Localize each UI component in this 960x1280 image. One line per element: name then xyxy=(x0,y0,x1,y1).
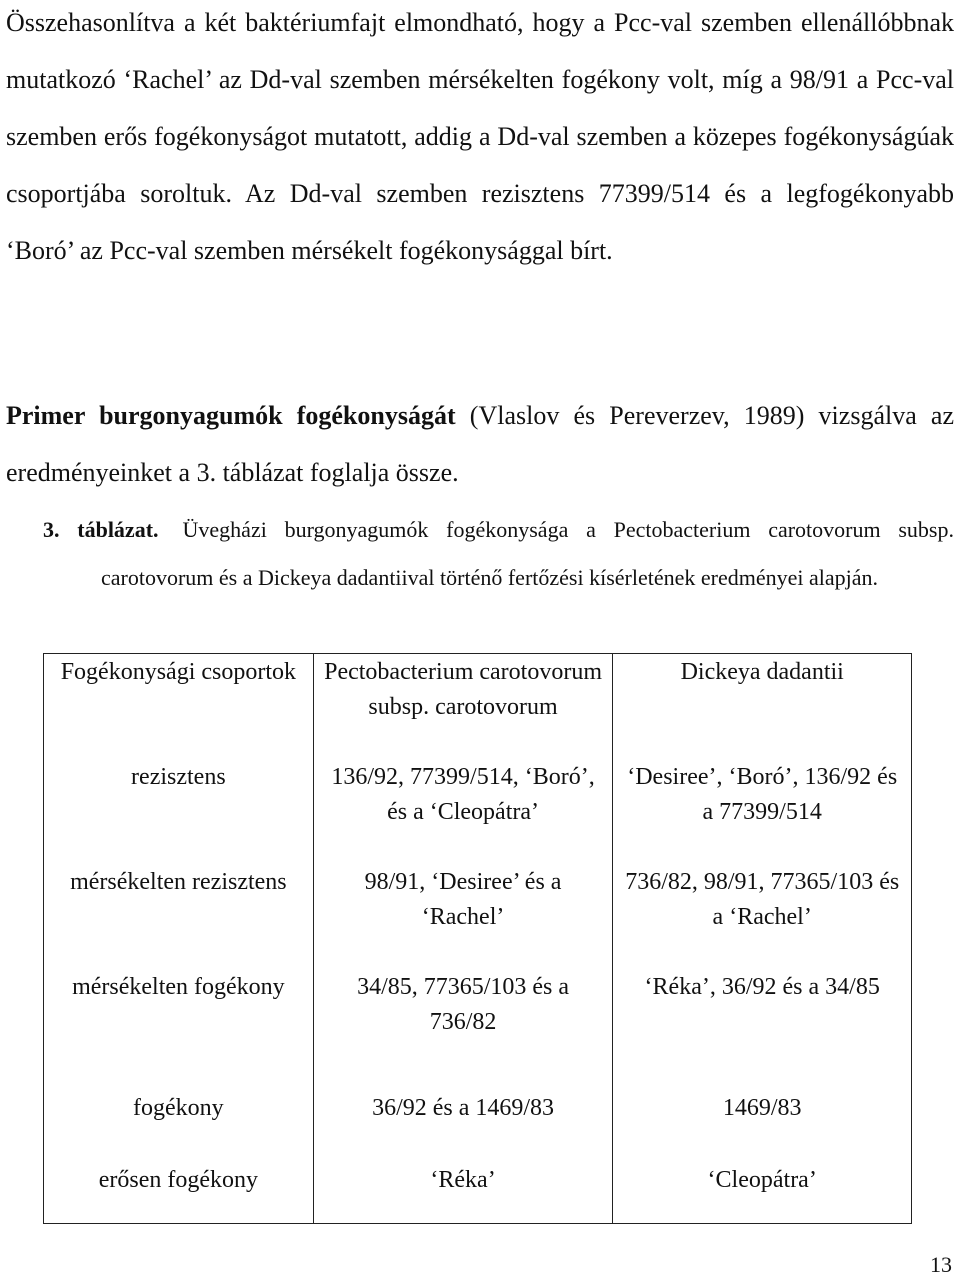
paragraph-continuation: (Vlaslov és Pereverzev, 1989) vizsgálva az eredményeinket a 3. táblázat foglalja össze. xyxy=(6,401,954,487)
table-row xyxy=(44,970,912,1073)
table-caption-text: Üvegházi burgonyagumók fogékonysága a Pectobacterium carotovorum subsp. carotovorum és a Dickeya dadantiival történő fertőzési kísérletének eredményei alapján. xyxy=(101,517,954,590)
paragraph-primary-tubers xyxy=(6,387,954,501)
header-pectobacterium: Pectobacterium carotovorum subsp. carotovorum xyxy=(313,654,613,761)
cell-group: fogékony xyxy=(44,1073,314,1143)
table-row xyxy=(44,1143,912,1224)
header-susceptibility-groups: Fogékonysági csoportok xyxy=(44,654,314,761)
paragraph-comparison: Összehasonlítva a két baktériumfajt elmondható, hogy a Pcc-val szemben ellenállóbbnak mutatkozó ‘Rachel’ az Dd-val szemben mérsékelten fogékony volt, míg a 98/91 a Pcc-val szemben erős fogékonyságot mutatott, addig a Dd-val szemben a közepes fogékonyságúak csoportjába soroltuk. Az Dd-val szemben rezisztens 77399/514 és a legfogékonyabb ‘Boró’ az Pcc-val szemben mérsékelt fogékonysággal bírt. xyxy=(6,8,954,265)
table-row xyxy=(44,1073,912,1143)
cell-pectobacterium: 136/92, 77399/514, ‘Boró’, és a ‘Cleopátra’ xyxy=(313,760,613,865)
header-dickeya: Dickeya dadantii xyxy=(613,654,912,761)
page-number: 13 xyxy=(930,1252,952,1277)
cell-dickeya: 1469/83 xyxy=(613,1073,912,1143)
table-header-row xyxy=(44,654,912,761)
table-caption-label: 3. táblázat. xyxy=(43,517,159,542)
table-row xyxy=(44,865,912,970)
table-caption xyxy=(43,506,954,602)
cell-dickeya: ‘Desiree’, ‘Boró’, 136/92 és a 77399/514 xyxy=(613,760,912,865)
cell-pectobacterium: ‘Réka’ xyxy=(313,1143,613,1224)
cell-pectobacterium: 36/92 és a 1469/83 xyxy=(313,1073,613,1143)
table-row xyxy=(44,760,912,865)
paragraph-bold-lead: Primer burgonyagumók fogékonyságát xyxy=(6,401,456,430)
susceptibility-table xyxy=(43,653,912,1224)
cell-group: erősen fogékony xyxy=(44,1143,314,1224)
cell-group: mérsékelten fogékony xyxy=(44,970,314,1073)
cell-pectobacterium: 98/91, ‘Desiree’ és a ‘Rachel’ xyxy=(313,865,613,970)
cell-dickeya: ‘Réka’, 36/92 és a 34/85 xyxy=(613,970,912,1073)
cell-group: mérsékelten rezisztens xyxy=(44,865,314,970)
cell-dickeya: 736/82, 98/91, 77365/103 és a ‘Rachel’ xyxy=(613,865,912,970)
cell-group: rezisztens xyxy=(44,760,314,865)
cell-pectobacterium: 34/85, 77365/103 és a 736/82 xyxy=(313,970,613,1073)
cell-dickeya: ‘Cleopátra’ xyxy=(613,1143,912,1224)
